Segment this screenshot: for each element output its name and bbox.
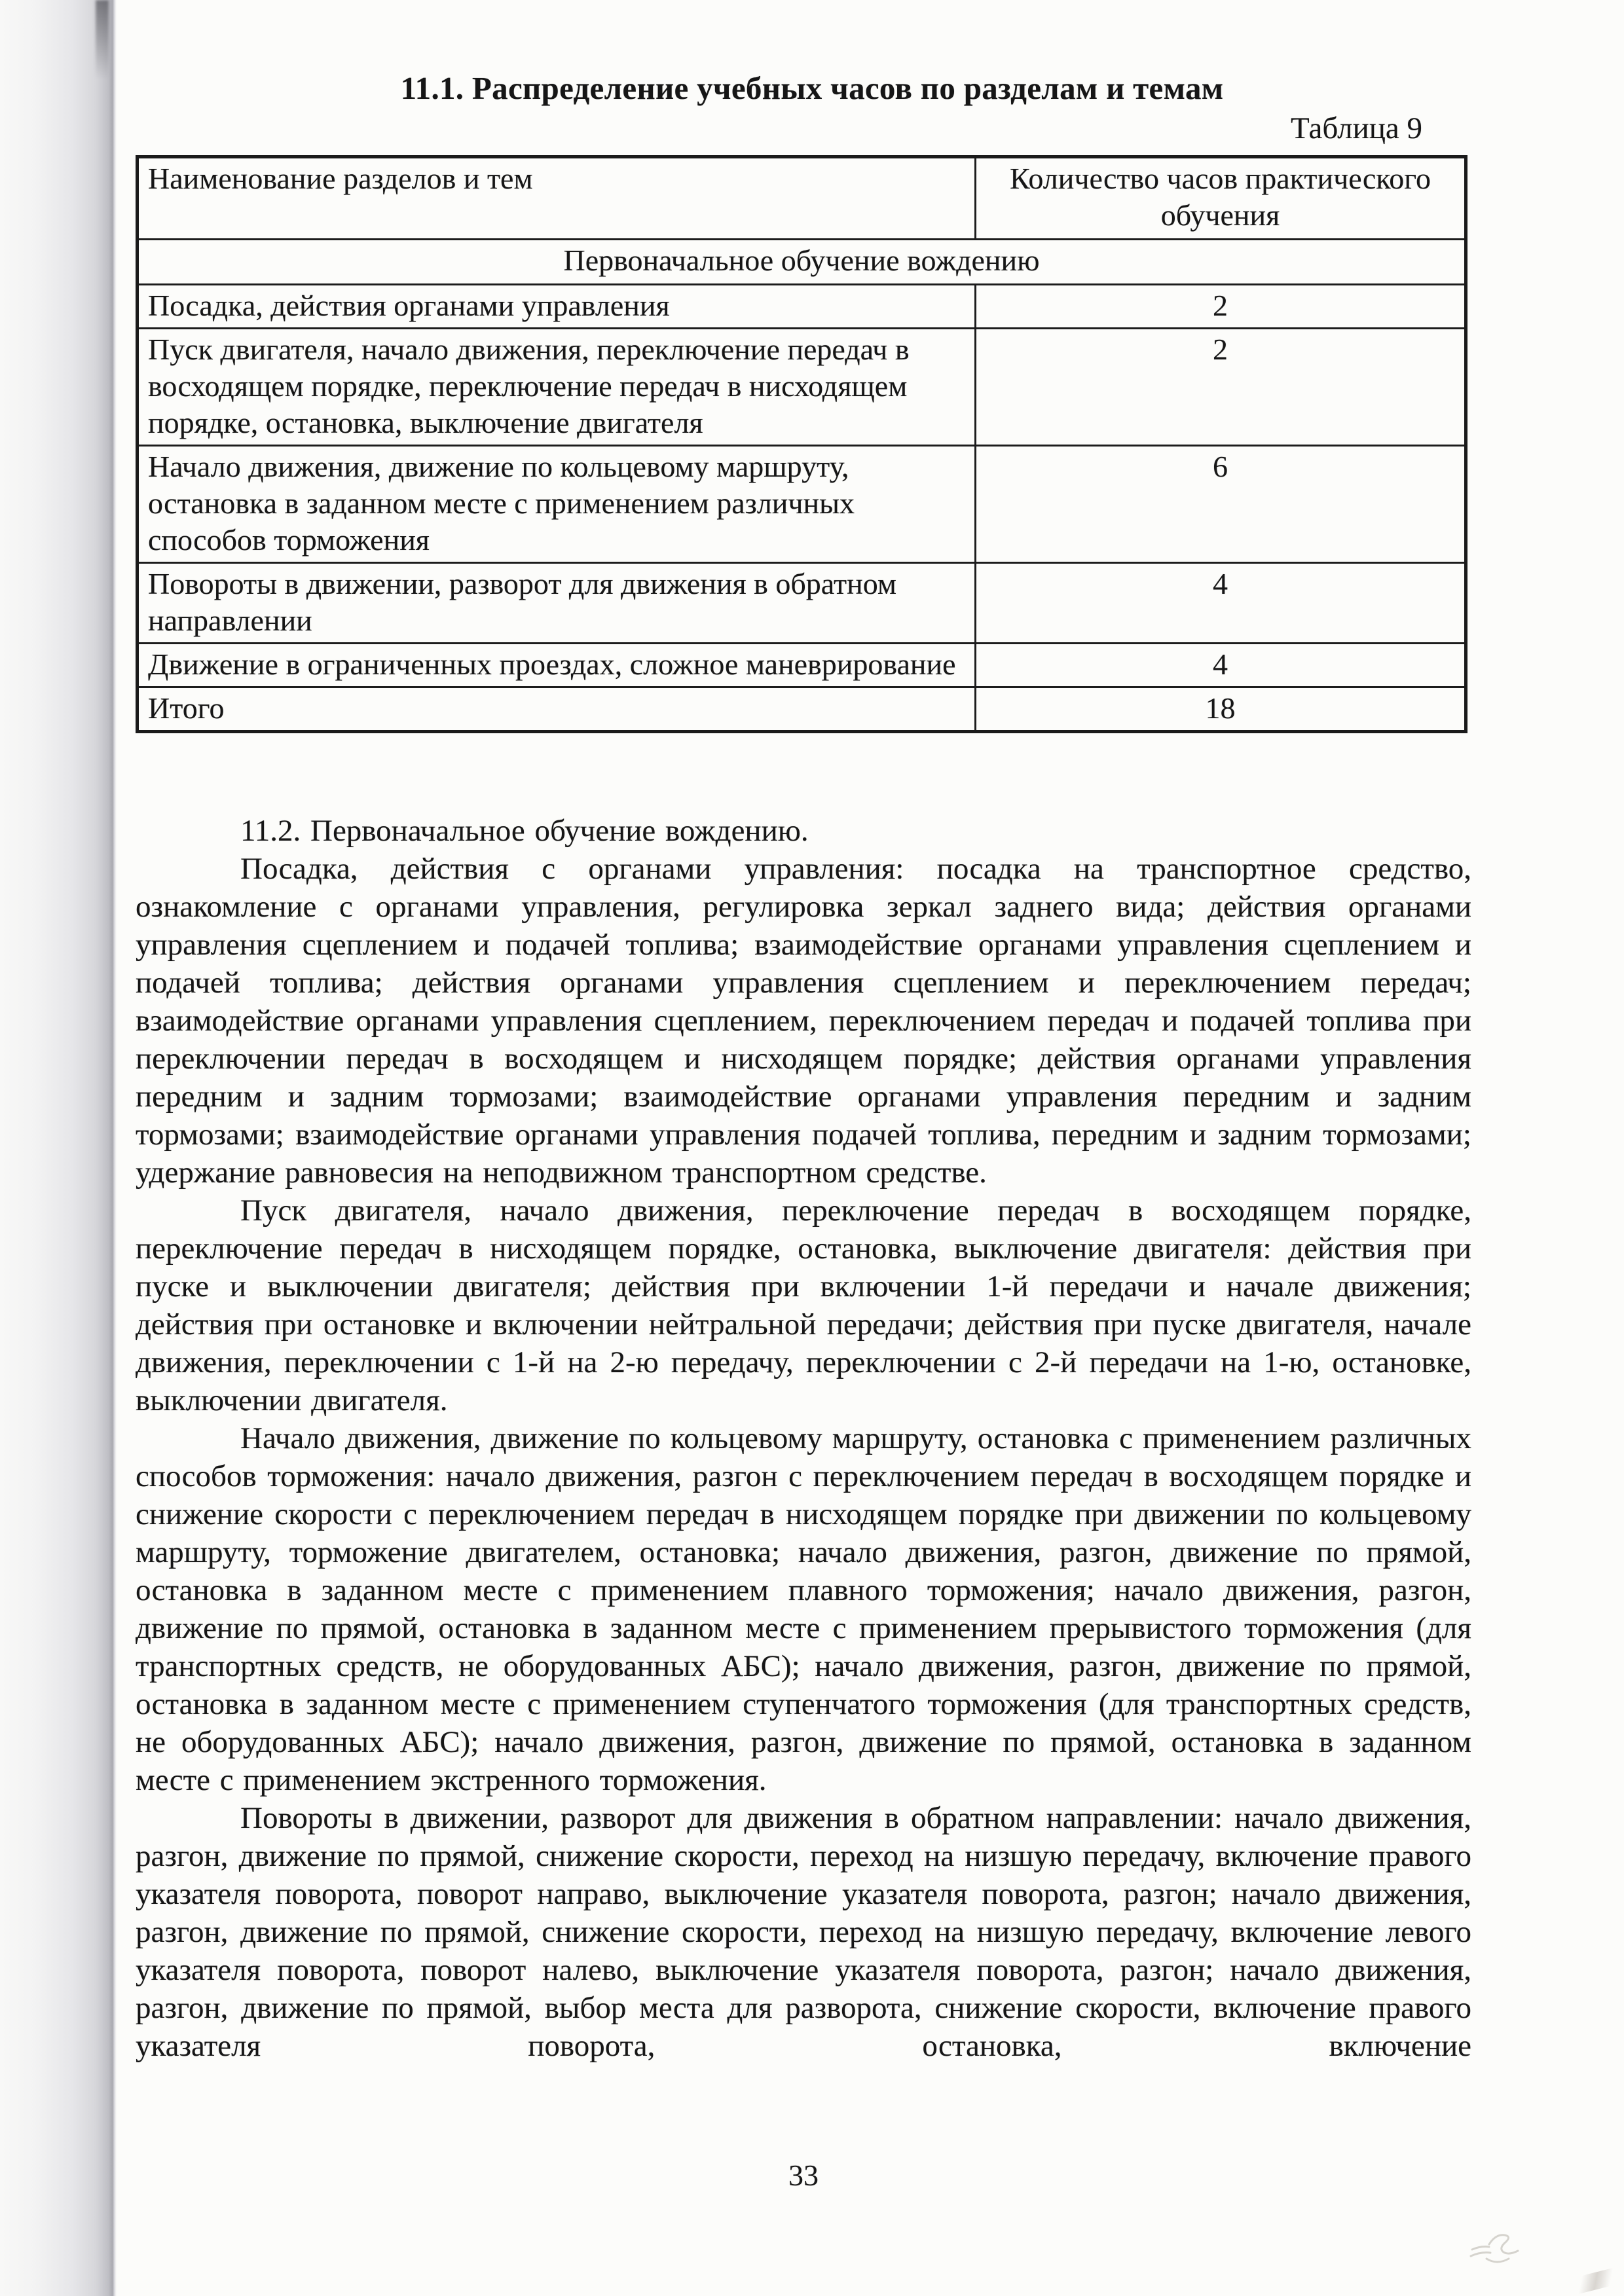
paragraph-seating-controls: Посадка, действия с органами управления: посадка на транспортное средство, ознакомление с органами управления, регулировка зеркал заднего вида; действия органами управления сцеплением и подачей топлива; взаимодействие органами управления сцеплением и подачей топлива; действия органами управления сцеплением и переключением передач; взаимодействие органами управления сцеплением, переключением передач и подачей топлива при переключении передач в восходящем и нисходящем порядке; действия органами управления передним и задним тормозами; взаимодействие органами управления передним и задним тормозами; взаимодействие органами управления подачей топлива, передним и задним тормозами; удержание равновесия на неподвижном транспортном средстве. bbox=[136, 852, 1471, 1190]
row-hours: 4 bbox=[976, 644, 1466, 687]
paragraph-ring-route-braking: Начало движения, движение по кольцевому маршруту, остановка с применением различных способов торможения: начало движения, разгон с переключением передач в восходящем порядке и снижение скорости с переключением передач в нисходящем порядке при движении по кольцевому маршруту, торможение двигателем, остановка; начало движения, разгон, движение по прямой, остановка в заданном месте с применением плавного торможения; начало движения, разгон, движение по прямой, остановка в заданном месте с применением прерывистого торможения (для транспортных средств, не оборудованных АБС); начало движения, разгон, движение по прямой, остановка в заданном месте с применением ступенчатого торможения (для транспортных средств, не оборудованных АБС); начало движения, разгон, движение по прямой, остановка в заданном месте с применением экстренного торможения. bbox=[136, 1421, 1471, 1797]
table-row bbox=[138, 563, 1466, 644]
total-hours: 18 bbox=[976, 687, 1466, 732]
table-total-row bbox=[138, 687, 1466, 732]
header-hours-col: Количество часов практического обучения bbox=[976, 157, 1466, 240]
table-row bbox=[138, 644, 1466, 687]
pencil-smudge bbox=[1467, 2225, 1539, 2270]
page-number: 33 bbox=[788, 2159, 819, 2192]
table-header-row bbox=[138, 157, 1466, 240]
row-topic: Пуск двигателя, начало движения, переключение передач в восходящем порядке, переключение передач в нисходящем порядке, остановка, выключение двигателя bbox=[138, 329, 976, 446]
page-gutter-edge bbox=[96, 0, 109, 79]
table-section-title: Первоначальное обучение вождению bbox=[138, 240, 1466, 285]
row-hours: 2 bbox=[976, 329, 1466, 446]
page-gutter-shadow bbox=[0, 0, 117, 2296]
row-topic: Начало движения, движение по кольцевому маршруту, остановка в заданном месте с применением различных способов торможения bbox=[138, 446, 976, 563]
table-row bbox=[138, 446, 1466, 563]
row-topic: Повороты в движении, разворот для движения в обратном направлении bbox=[138, 563, 976, 644]
total-label: Итого bbox=[138, 687, 976, 732]
table-row bbox=[138, 329, 1466, 446]
section-heading-11-2: 11.2. Первоначальное обучение вождению. bbox=[240, 814, 809, 848]
table-row bbox=[138, 285, 1466, 329]
row-topic: Посадка, действия органами управления bbox=[138, 285, 976, 329]
paragraph-turns-uturn: Повороты в движении, разворот для движения в обратном направлении: начало движения, разгон, движение по прямой, снижение скорости, переход на низшую передачу, включение правого указателя поворота, поворот направо, выключение указателя поворота, разгон; начало движения, разгон, движение по прямой, снижение скорости, переход на низшую передачу, включение левого указателя поворота, поворот налево, выключение указателя поворота, разгон; начало движения, разгон, движение по прямой, выбор места для разворота, снижение скорости, включение правого указателя поворота, остановка, включение bbox=[136, 1801, 1471, 2063]
row-topic: Движение в ограниченных проездах, сложное маневрирование bbox=[138, 644, 976, 687]
row-hours: 4 bbox=[976, 563, 1466, 644]
row-hours: 2 bbox=[976, 285, 1466, 329]
table-caption: Таблица 9 bbox=[1290, 111, 1422, 145]
row-hours: 6 bbox=[976, 446, 1466, 563]
table-section-row bbox=[138, 240, 1466, 285]
paragraph-engine-start: Пуск двигателя, начало движения, переключение передач в восходящем порядке, переключение передач в нисходящем порядке, остановка, выключение двигателя: действия при пуске и выключении двигателя; действия при включении 1-й передачи и начале движения; действия при остановке и включении нейтральной передачи; действия при пуске двигателя, начале движения, переключении с 1-й на 2-ю передачу, переключении с 2-й передачи на 1-ю, остановке, выключении двигателя. bbox=[136, 1194, 1471, 1417]
corner-scan-mark bbox=[1572, 2267, 1620, 2295]
training-hours-table bbox=[136, 155, 1467, 733]
body-text-block bbox=[136, 812, 1471, 2065]
section-title-11-1: 11.1. Распределение учебных часов по разделам и темам bbox=[400, 70, 1224, 106]
header-sections-col: Наименование разделов и тем bbox=[138, 157, 976, 240]
